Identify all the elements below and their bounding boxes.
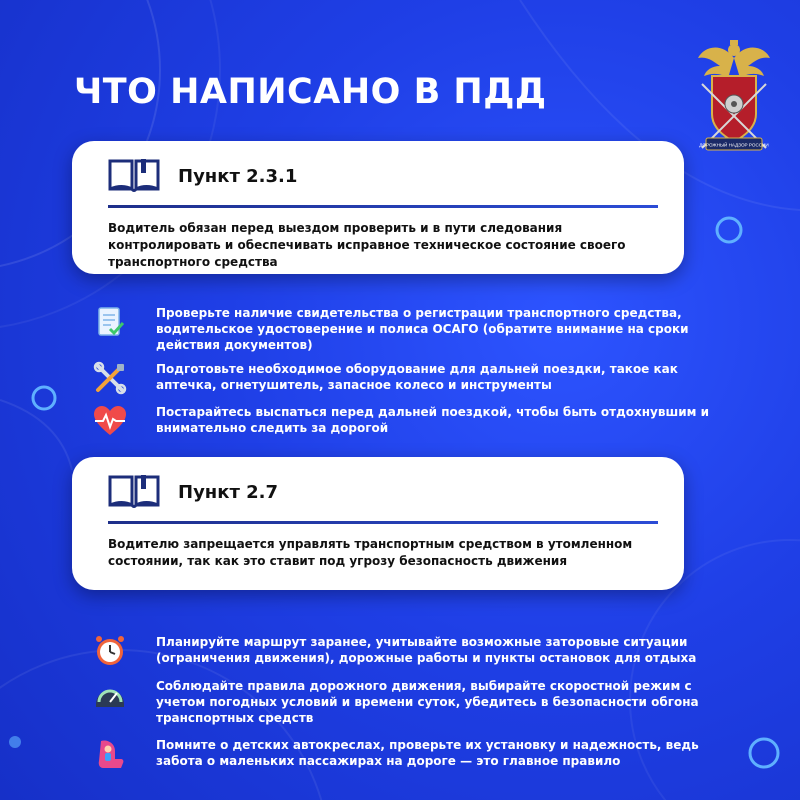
child-car-seat-icon	[93, 737, 127, 771]
tip-text: Проверьте наличие свидетельства о регистрации транспортного средства, водительское удостоверение и полиса ОСАГО (обратите внимание на сроки действия документов)	[156, 306, 689, 352]
rule-text: Водителю запрещается управлять транспортным средством в утомленном состоянии, так как это ставит под угрозу безопасность движения	[108, 537, 633, 568]
tip-item-rest	[93, 404, 733, 444]
open-book-icon	[108, 474, 160, 508]
tip-item-equipment	[93, 361, 733, 401]
speedometer-icon	[93, 678, 127, 712]
heart-pulse-icon	[93, 404, 127, 438]
rule-card-2-7	[72, 457, 684, 590]
police-emblem	[696, 36, 772, 154]
tip-text: Постарайтесь выспаться перед дальней поездкой, чтобы быть отдохнувшим и внимательно следить за дорогой	[156, 405, 710, 435]
rule-heading: Пункт 2.7	[178, 482, 279, 503]
page-title: ЧТО НАПИСАНО В ПДД	[74, 72, 547, 112]
divider	[108, 521, 658, 524]
emblem-ribbon-text: ДОРОЖНЫЙ НАДЗОР РОССИИ	[699, 142, 769, 148]
tip-text: Планируйте маршрут заранее, учитывайте возможные заторовые ситуации (ограничения движения), дорожные работы и пункты остановок для отдыха	[156, 635, 697, 665]
tip-text: Помните о детских автокреслах, проверьте их установку и надежность, ведь забота о маленьких пассажирах на дороге — это главное правило	[156, 738, 699, 768]
open-book-icon	[108, 158, 160, 192]
document-checklist-icon	[93, 305, 127, 339]
rule-card-2-3-1	[72, 141, 684, 274]
tip-item-child-seat	[93, 737, 733, 777]
tip-text: Подготовьте необходимое оборудование для дальней поездки, такое как аптечка, огнетушитель, запасное колесо и инструменты	[156, 362, 678, 392]
tools-icon	[93, 361, 127, 395]
divider	[108, 205, 658, 208]
tip-item-route	[93, 634, 733, 674]
rule-text: Водитель обязан перед выездом проверить и в пути следования контролировать и обеспечивать исправное техническое состояние своего транспортного средства	[108, 221, 626, 269]
tip-text: Соблюдайте правила дорожного движения, выбирайте скоростной режим с учетом погодных условий и времени суток, убедитесь в безопасности обгона транспортных средств	[156, 679, 699, 725]
tip-item-documents	[93, 305, 733, 352]
alarm-clock-icon	[93, 634, 127, 668]
tip-item-speed	[93, 678, 733, 725]
rule-heading: Пункт 2.3.1	[178, 166, 298, 187]
